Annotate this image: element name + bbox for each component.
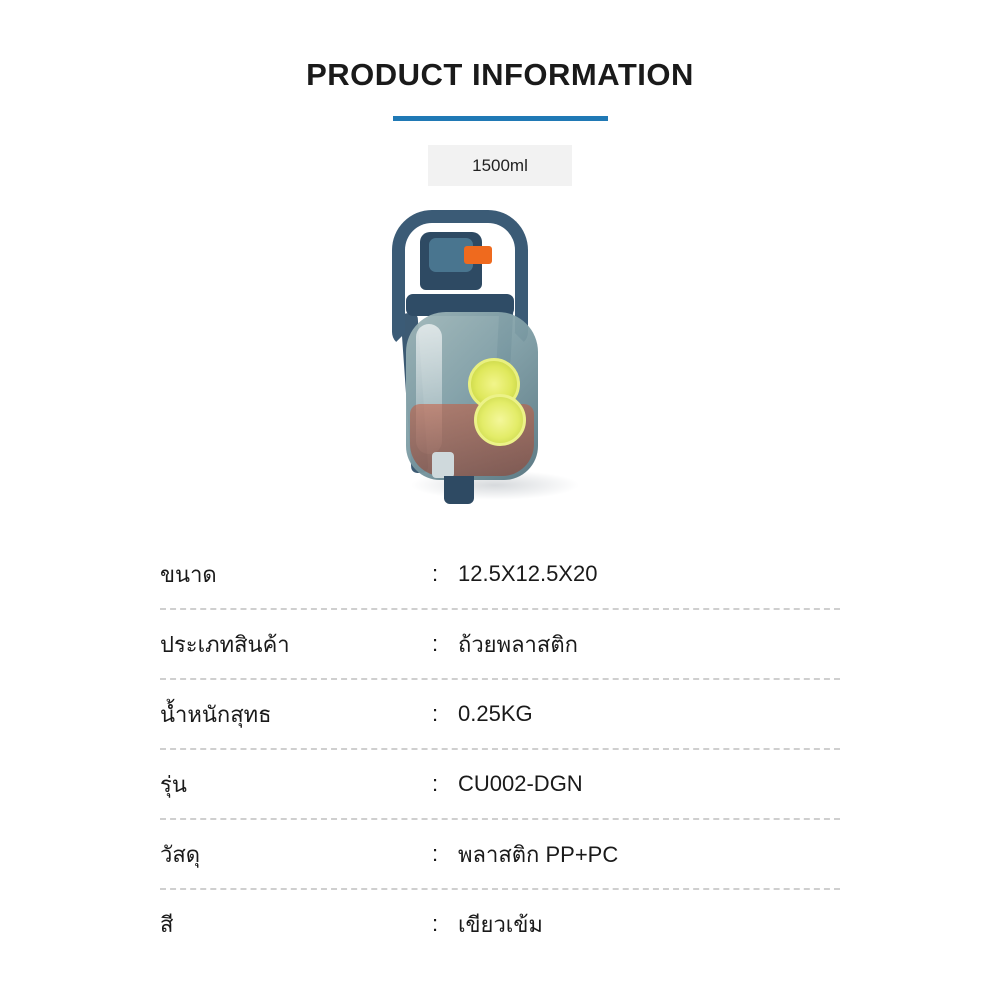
spec-colon: : <box>432 841 439 867</box>
spec-value: 0.25KG <box>458 701 533 727</box>
spec-value: ถ้วยพลาสติก <box>458 631 578 657</box>
spec-colon: : <box>432 911 439 937</box>
spec-label: รุ่น <box>160 771 187 797</box>
title-underline-rule <box>393 116 608 121</box>
capacity-badge-wrapper <box>0 145 1000 186</box>
bottle-spout <box>432 452 454 478</box>
spec-value: CU002-DGN <box>458 771 583 797</box>
table-row <box>160 680 840 750</box>
spec-colon: : <box>432 561 439 587</box>
page-header <box>0 0 1000 121</box>
page-title: PRODUCT INFORMATION <box>306 57 694 92</box>
spec-colon: : <box>432 701 439 727</box>
spec-value: เขียวเข้ม <box>458 911 543 937</box>
spec-label: ขนาด <box>160 561 217 587</box>
spec-label: สี <box>160 911 174 937</box>
table-row <box>160 890 840 958</box>
spec-label: วัสดุ <box>160 841 201 867</box>
spec-label: ประเภทสินค้า <box>160 631 290 657</box>
spec-colon: : <box>432 771 439 797</box>
bottle-release-button <box>464 246 492 264</box>
product-image <box>370 208 630 518</box>
spec-value: 12.5X12.5X20 <box>458 561 598 587</box>
spec-label: น้ำหนักสุทธ <box>160 701 272 727</box>
table-row <box>160 750 840 820</box>
table-row <box>160 540 840 610</box>
spec-value: พลาสติก PP+PC <box>458 841 619 867</box>
bottle-base <box>444 476 474 504</box>
spec-colon: : <box>432 631 439 657</box>
lemon-slice-bottom <box>474 394 526 446</box>
table-row <box>160 820 840 890</box>
specification-table <box>160 540 840 958</box>
table-row <box>160 610 840 680</box>
capacity-badge: 1500ml <box>428 145 572 186</box>
